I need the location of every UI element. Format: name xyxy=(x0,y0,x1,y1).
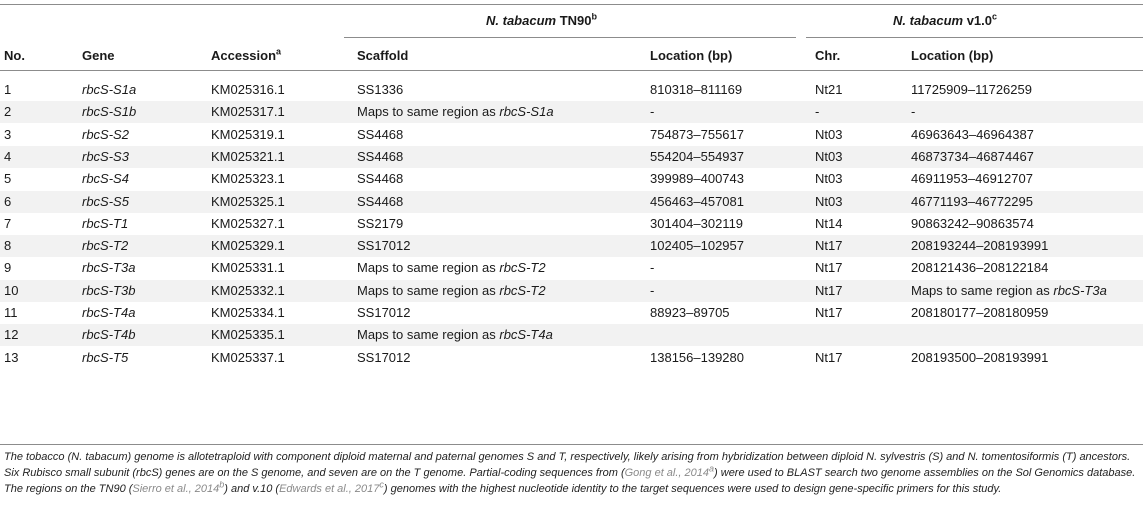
cell-gene: rbcS-S2 xyxy=(82,126,129,142)
header-bottom-rule xyxy=(0,70,1143,71)
cell-chr: Nt03 xyxy=(815,148,843,164)
cell-accession: KM025323.1 xyxy=(211,171,285,187)
table-bottom-rule xyxy=(0,444,1143,445)
cell-accession: KM025327.1 xyxy=(211,215,285,231)
cell-scaffold: SS4468 xyxy=(357,171,404,187)
cell-location1: 554204–554937 xyxy=(650,148,744,164)
cell-location1: 810318–811169 xyxy=(650,82,743,97)
cell-chr: Nt03 xyxy=(815,171,843,187)
cell-location2: 11725909–11726259 xyxy=(911,82,1032,97)
table-row xyxy=(0,324,1143,346)
cell-gene: rbcS-S3 xyxy=(82,148,129,164)
cell-no: 7 xyxy=(4,215,12,231)
cell-accession: KM025317.1 xyxy=(211,104,285,120)
cell-accession: KM025316.1 xyxy=(211,82,285,97)
cell-location2: 90863242–90863574 xyxy=(911,215,1034,231)
group-header-v10: N. tabacum v1.0$^c$ xyxy=(893,11,998,28)
cell-scaffold: Maps to same region as rbcS-T2 xyxy=(357,282,546,298)
cell-gene: rbcS-T4b xyxy=(82,327,136,343)
cell-scaffold: SS4468 xyxy=(357,148,404,164)
cell-scaffold: Maps to same region as rbcS-T2 xyxy=(357,260,546,276)
cell-chr: Nt17 xyxy=(815,305,843,320)
cell-gene: rbcS-S1a xyxy=(82,82,137,97)
cell-gene: rbcS-T3b xyxy=(82,282,136,298)
cell-location2: 208193500–208193991 xyxy=(911,349,1049,365)
cell-no: 6 xyxy=(4,193,12,209)
cell-location1: - xyxy=(650,282,655,298)
cell-scaffold: SS4468 xyxy=(357,126,404,142)
cell-location2: 208193244–208193991 xyxy=(911,238,1049,254)
cell-no: 9 xyxy=(4,260,12,276)
cell-accession: KM025325.1 xyxy=(211,193,285,209)
cell-no: 3 xyxy=(4,126,12,142)
cell-location1: - xyxy=(650,260,655,276)
group-rule-tn90 xyxy=(344,37,796,38)
col-header-accession: Accession$^a$ xyxy=(211,46,282,63)
col-header-gene: Gene xyxy=(82,48,115,63)
cell-accession: KM025332.1 xyxy=(211,282,285,298)
col-header-chr: Chr. xyxy=(815,48,841,63)
cell-chr: Nt17 xyxy=(815,349,843,365)
cell-location1: 102405–102957 xyxy=(650,238,744,254)
table-row xyxy=(0,101,1143,123)
col-header-no: No. xyxy=(4,48,25,63)
cell-gene: rbcS-S1b xyxy=(82,104,137,120)
table-top-rule xyxy=(0,4,1143,5)
ref-sierro[interactable]: Sierro et al., 2014$^b$ xyxy=(132,479,225,495)
cell-location2: 46911953–46912707 xyxy=(911,171,1033,187)
group-rule-v10 xyxy=(806,37,1143,38)
cell-chr: Nt03 xyxy=(815,126,843,142)
cell-chr: - xyxy=(815,104,820,120)
cell-location1: 88923–89705 xyxy=(650,305,730,320)
cell-no: 8 xyxy=(4,238,12,254)
cell-no: 5 xyxy=(4,171,12,187)
cell-location1: - xyxy=(650,104,655,120)
cell-gene: rbcS-S5 xyxy=(82,193,129,209)
cell-chr: Nt17 xyxy=(815,238,843,254)
cell-location1: 456463–457081 xyxy=(650,193,744,209)
cell-gene: rbcS-T5 xyxy=(82,349,129,365)
cell-gene: rbcS-T2 xyxy=(82,238,129,254)
cell-chr: Nt17 xyxy=(815,282,843,298)
cell-scaffold: SS2179 xyxy=(357,215,404,231)
cell-no: 13 xyxy=(4,349,19,365)
cell-location2: 46963643–46964387 xyxy=(911,126,1034,142)
cell-chr: Nt17 xyxy=(815,260,843,276)
cell-location1: 754873–755617 xyxy=(650,126,744,142)
cell-chr: Nt14 xyxy=(815,215,843,231)
cell-accession: KM025334.1 xyxy=(211,305,285,320)
cell-no: 10 xyxy=(4,282,19,298)
cell-scaffold: Maps to same region as rbcS-T4a xyxy=(357,327,553,343)
cell-accession: KM025329.1 xyxy=(211,238,285,254)
cell-no: 11 xyxy=(4,305,18,320)
group-header-tn90: N. tabacum TN90$^b$ xyxy=(486,11,597,28)
cell-accession: KM025331.1 xyxy=(211,260,285,276)
cell-location2: 46873734–46874467 xyxy=(911,148,1034,164)
cell-location2: - xyxy=(911,104,916,120)
col-header-location-v10: Location (bp) xyxy=(911,48,994,63)
table-footnote: The tobacco (N. tabacum) genome is allotetraploid with component diploid maternal and paternal genomes S and T, respectively, likely arising from hybridization between diploid N. sylvestris (S) and N. tomentosiformis (T) ancestors. Six Rubisco small subunit (rbcS) genes are on the S genome, and seven are on the T genome. Partial-coding sequences from (Gong et al., 2014$^a$) were used to BLAST search two genome assemblies on the Sol Genomics database. The regions on the TN90 (Sierro et al., 2014$^b$) and v.10 (Edwards et al., 2017$^c$) genomes with the highest nucleotide identity to the target sequences were used to design gene-specific primers for this study. xyxy=(4,451,1136,495)
cell-location1: 399989–400743 xyxy=(650,171,744,187)
cell-chr: Nt21 xyxy=(815,82,843,97)
cell-accession: KM025321.1 xyxy=(211,148,285,164)
cell-location1: 301404–302119 xyxy=(650,215,744,231)
cell-location1: 138156–139280 xyxy=(650,349,744,365)
cell-location2: 208180177–208180959 xyxy=(911,305,1049,320)
cell-scaffold: SS17012 xyxy=(357,238,411,254)
cell-scaffold: SS1336 xyxy=(357,82,404,97)
cell-gene: rbcS-T3a xyxy=(82,260,136,276)
cell-scaffold: Maps to same region as rbcS-S1a xyxy=(357,104,554,120)
cell-scaffold: SS17012 xyxy=(357,305,411,320)
cell-accession: KM025337.1 xyxy=(211,349,285,365)
cell-location2: 208121436–208122184 xyxy=(911,260,1049,276)
ref-edwards[interactable]: Edwards et al., 2017$^c$ xyxy=(279,479,384,495)
cell-scaffold: SS17012 xyxy=(357,349,411,365)
cell-accession: KM025335.1 xyxy=(211,327,285,343)
cell-chr: Nt03 xyxy=(815,193,843,209)
cell-accession: KM025319.1 xyxy=(211,126,285,142)
col-header-scaffold: Scaffold xyxy=(357,48,409,63)
cell-location2: 46771193–46772295 xyxy=(911,193,1033,209)
cell-no: 12 xyxy=(4,327,19,343)
cell-no: 2 xyxy=(4,104,12,120)
cell-scaffold: SS4468 xyxy=(357,193,404,209)
ref-gong[interactable]: Gong et al., 2014$^a$ xyxy=(624,463,715,479)
cell-no: 4 xyxy=(4,148,12,164)
cell-gene: rbcS-S4 xyxy=(82,171,129,187)
cell-no: 1 xyxy=(4,82,12,97)
cell-gene: rbcS-T1 xyxy=(82,215,129,231)
col-header-location-tn90: Location (bp) xyxy=(650,48,733,63)
cell-location2: Maps to same region as rbcS-T3a xyxy=(911,282,1107,298)
cell-gene: rbcS-T4a xyxy=(82,305,136,320)
